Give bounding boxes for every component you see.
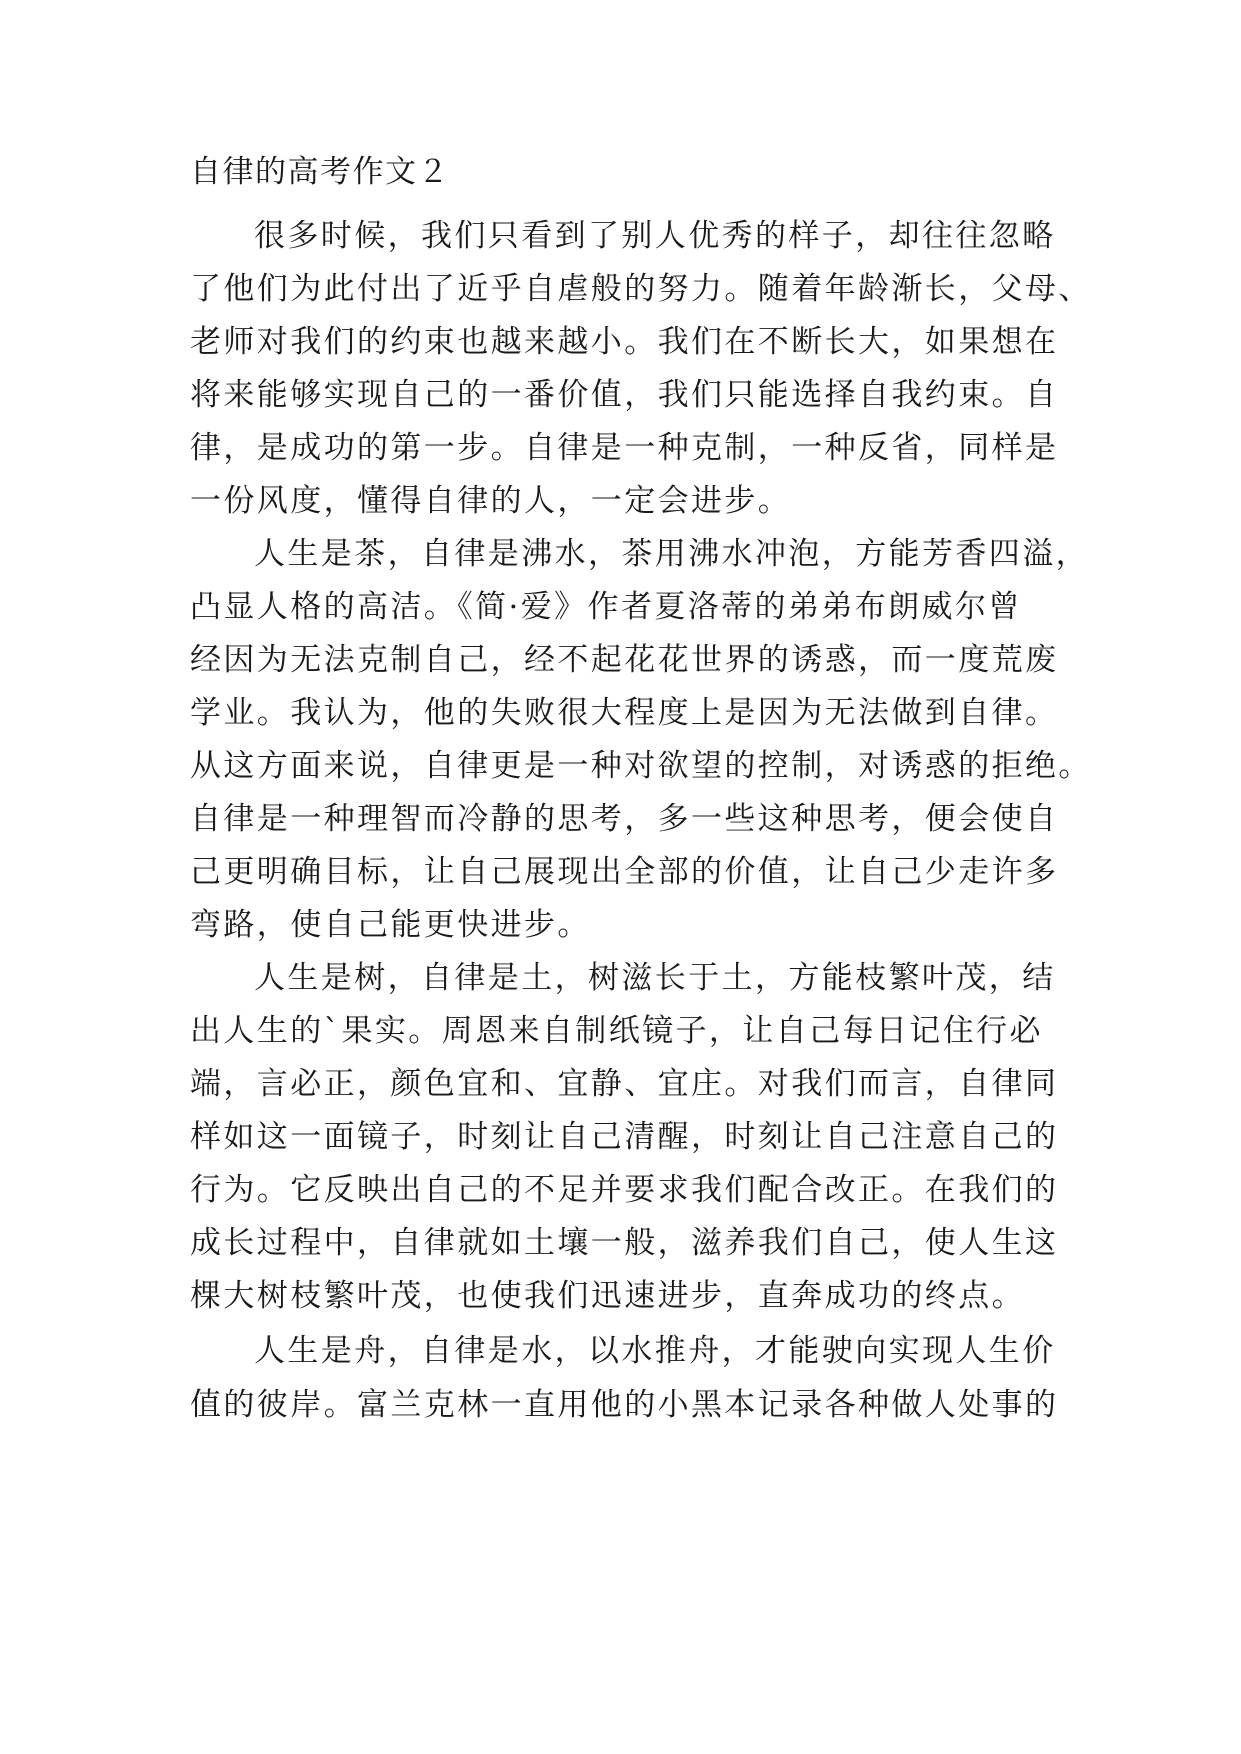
paragraph-line: 老师对我们的约束也越来越小。我们在不断长大，如果想在 xyxy=(190,324,1059,360)
paragraph-line: 行为。它反映出自己的不足并要求我们配合改正。在我们的 xyxy=(190,1172,1059,1208)
paragraph-line: 端，言必正，颜色宜和、宜静、宜庄。对我们而言，自律同 xyxy=(190,1066,1059,1102)
paragraph-line: 值的彼岸。富兰克林一直用他的小黑本记录各种做人处事的 xyxy=(190,1387,1059,1423)
paragraph-line: 很多时候，我们只看到了别人优秀的样子，却往往忽略 xyxy=(254,218,1056,254)
paragraph-line: 了他们为此付出了近乎自虐般的努力。随着年龄渐长，父母、 xyxy=(190,271,1092,307)
paragraph-line: 将来能够实现自己的一番价值，我们只能选择自我约束。自 xyxy=(190,377,1059,413)
paragraph-line: 弯路，使自己能更快进步。 xyxy=(190,907,591,943)
paragraph-line: 人生是茶，自律是沸水，茶用沸水冲泡，方能芳香四溢， xyxy=(254,536,1089,572)
paragraph-line: 样如这一面镜子，时刻让自己清醒，时刻让自己注意自己的 xyxy=(190,1119,1059,1155)
paragraph-line: 出人生的`果实。周恩来自制纸镜子，让自己每日记住行必 xyxy=(190,1013,1043,1049)
paragraph-line: 经因为无法克制自己，经不起花花世界的诱惑，而一度荒废 xyxy=(190,642,1059,678)
paragraph-line: 己更明确目标，让自己展现出全部的价值，让自己少走许多 xyxy=(190,854,1059,890)
paragraph-line: 学业。我认为，他的失败很大程度上是因为无法做到自律。 xyxy=(190,695,1059,731)
document-title: 自律的高考作文２ xyxy=(190,154,450,190)
paragraph-line: 人生是舟，自律是水，以水推舟，才能驶向实现人生价 xyxy=(254,1333,1056,1369)
paragraph-line: 律，是成功的第一步。自律是一种克制，一种反省，同样是 xyxy=(190,430,1059,466)
paragraph-line: 一份风度，懂得自律的人，一定会进步。 xyxy=(190,483,792,519)
paragraph-line: 自律是一种理智而冷静的思考，多一些这种思考，便会使自 xyxy=(190,801,1059,837)
paragraph-line: 从这方面来说，自律更是一种对欲望的控制，对诱惑的拒绝。 xyxy=(190,748,1092,784)
paragraph-line: 成长过程中，自律就如土壤一般，滋养我们自己，使人生这 xyxy=(190,1225,1059,1261)
paragraph-line: 凸显人格的高洁。《简·爱》作者夏洛蒂的弟弟布朗威尔曾 xyxy=(190,589,1022,625)
paragraph-line: 棵大树枝繁叶茂，也使我们迅速进步，直奔成功的终点。 xyxy=(190,1278,1025,1314)
paragraph-line: 人生是树，自律是土，树滋长于土，方能枝繁叶茂，结 xyxy=(254,960,1056,996)
